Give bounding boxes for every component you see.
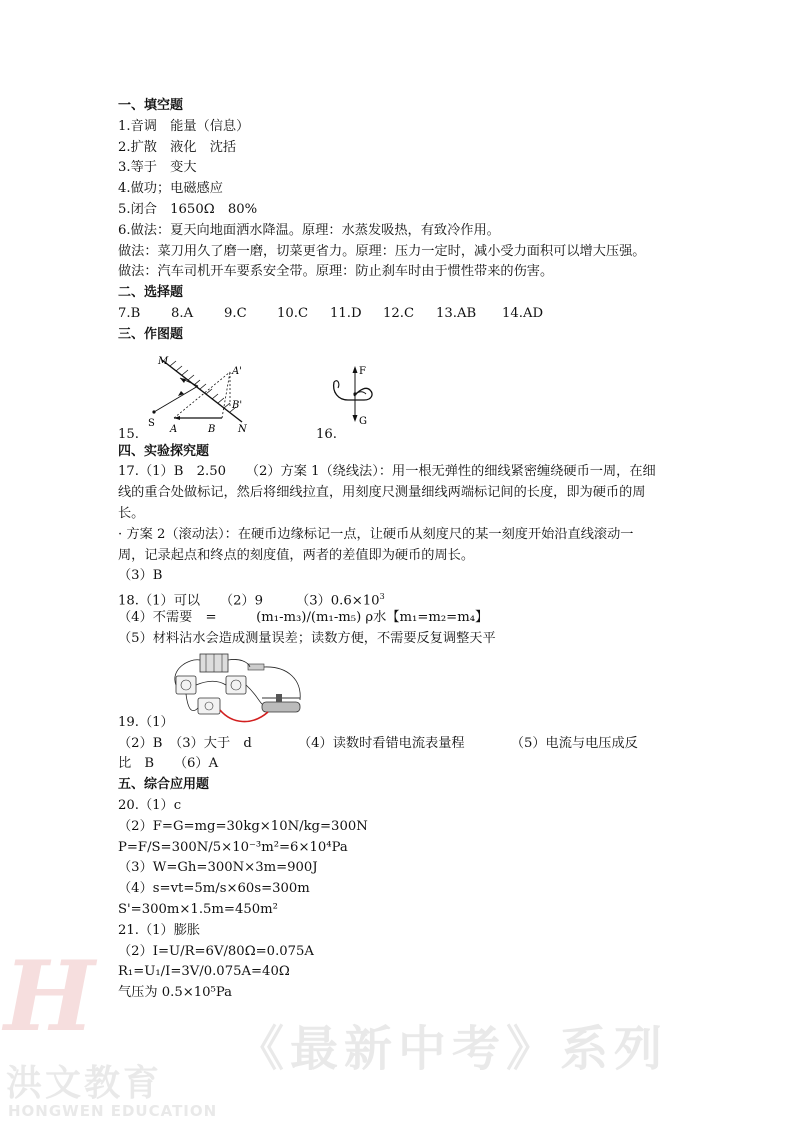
section-title-fill-blank: 一、填空题 — [118, 98, 184, 113]
answer-line: 4.做功；电磁感应 — [118, 181, 223, 197]
answer-line: R₁=U₁/I=3V/0.075A=40Ω — [118, 964, 290, 980]
label-G: G — [359, 415, 367, 427]
circuit-figure-row — [118, 650, 678, 734]
choice-answer: 13.AB — [436, 305, 477, 321]
answer-line: （4）s=vt=5m/s×60s=300m — [118, 881, 310, 897]
section-title-application: 五、综合应用题 — [118, 777, 210, 793]
answer-line: 1.音调 能量（信息） — [118, 118, 250, 134]
label-B: B — [208, 423, 216, 434]
answer-line: （2）F=G=mg=30kg×10N/kg=300N — [118, 818, 368, 834]
watermark-series: 《最新中考》系列 — [236, 1021, 669, 1077]
choice-answer: 11.D — [330, 305, 362, 321]
answer-line: （2）B （3）大于 d （4）读数时看错电流表量程 （5）电流与电压成反 — [118, 735, 638, 751]
label-S: S — [148, 417, 155, 429]
answer-line: P=F/S=300N/5×10⁻³m²=6×10⁴Pa — [118, 839, 348, 855]
label-B-prime: B' — [232, 399, 243, 411]
answer-sheet — [118, 96, 678, 1004]
answer-line: 2.扩散 液化 沈括 — [118, 139, 237, 155]
answer-line: · 方案 2（滚动法）：在硬币边缘标记一点，让硬币从刻度尺的某一刻度开始沿直线滚动一 — [118, 526, 634, 542]
drawing-figures — [118, 346, 678, 442]
mirror-diagram — [144, 350, 254, 434]
answer-line: 比 B （6）A — [118, 756, 219, 772]
section-title-choice: 二、选择题 — [118, 285, 184, 301]
label-A-prime: A' — [232, 365, 242, 377]
choice-answer: 9.C — [224, 305, 247, 321]
answer-line: （4）不需要 = (m₁-m₃)/(m₁-m₅) ρ水【m₁=m₂=m₄】 — [118, 609, 489, 625]
label-A: A — [170, 423, 178, 434]
section-title-drawing: 三、作图题 — [118, 326, 184, 342]
caption-15: 15. — [118, 426, 139, 442]
caption-19: 19.（1） — [118, 714, 174, 730]
answer-line: 做法：菜刀用久了磨一磨，切菜更省力。原理：压力一定时，减小受力面积可以增大压强。 — [118, 243, 646, 259]
answer-line: 周，记录起点和终点的刻度值，两者的差值即为硬币的周长。 — [118, 547, 475, 563]
choice-answer: 10.C — [277, 305, 309, 321]
label-F: F — [359, 365, 366, 377]
caption-16: 16. — [316, 426, 337, 442]
section-title-experiment: 四、实验探究题 — [118, 443, 210, 459]
svg-text:H: H — [4, 940, 95, 1053]
answer-line: 5.闭合 1650Ω 80% — [118, 201, 258, 217]
force-diagram — [328, 364, 388, 430]
label-M: M — [158, 355, 169, 367]
answer-line: 17.（1）B 2.50 （2）方案 1（绕线法）：用一根无弹性的细线紧密缠绕硬币一周，在细 — [118, 464, 656, 480]
watermark-brand: 洪文教育 — [6, 1063, 163, 1104]
answer-line: 3.等于 变大 — [118, 160, 197, 176]
answer-line: 做法：汽车司机开车要系安全带。原理：防止刹车时由于惯性带来的伤害。 — [118, 264, 554, 280]
answer-line: （3）W=Gh=300N×3m=900J — [118, 860, 318, 876]
answer-line: （5）材料沾水会造成测量误差；读数方便，不需要反复调整天平 — [118, 630, 496, 646]
circuit-diagram — [168, 650, 308, 732]
choice-answers — [118, 304, 678, 325]
answer-line: 气压为 0.5×10⁵Pa — [118, 985, 232, 1001]
answer-line-18-1: 18.（1）可以 （2）9 $(3)0.6\times 10^3$ — [118, 592, 385, 609]
answer-line: （3）B — [118, 568, 163, 584]
answer-line: 长。 — [118, 505, 145, 521]
watermark-brand-en: HONGWEN EDUCATION — [8, 1102, 218, 1120]
label-N: N — [238, 423, 247, 434]
choice-answer: 8.A — [171, 305, 194, 321]
answer-line: 20.（1）c — [118, 797, 182, 813]
choice-answer: 12.C — [383, 305, 415, 321]
answer-line: S'=300m×1.5m=450m² — [118, 901, 278, 917]
choice-answer: 14.AD — [502, 305, 544, 321]
answer-line: 线的重合处做标记，然后将细线拉直，用刻度尺测量细线两端标记间的长度，即为硬币的周 — [118, 485, 646, 501]
choice-answer: 7.B — [118, 305, 141, 321]
answer-line: （2）I=U/R=6V/80Ω=0.075A — [118, 943, 314, 959]
answer-line: 6.做法：夏天向地面洒水降温。原理：水蒸发吸热，有致冷作用。 — [118, 222, 500, 238]
answer-line: 21.（1）膨胀 — [118, 922, 201, 938]
